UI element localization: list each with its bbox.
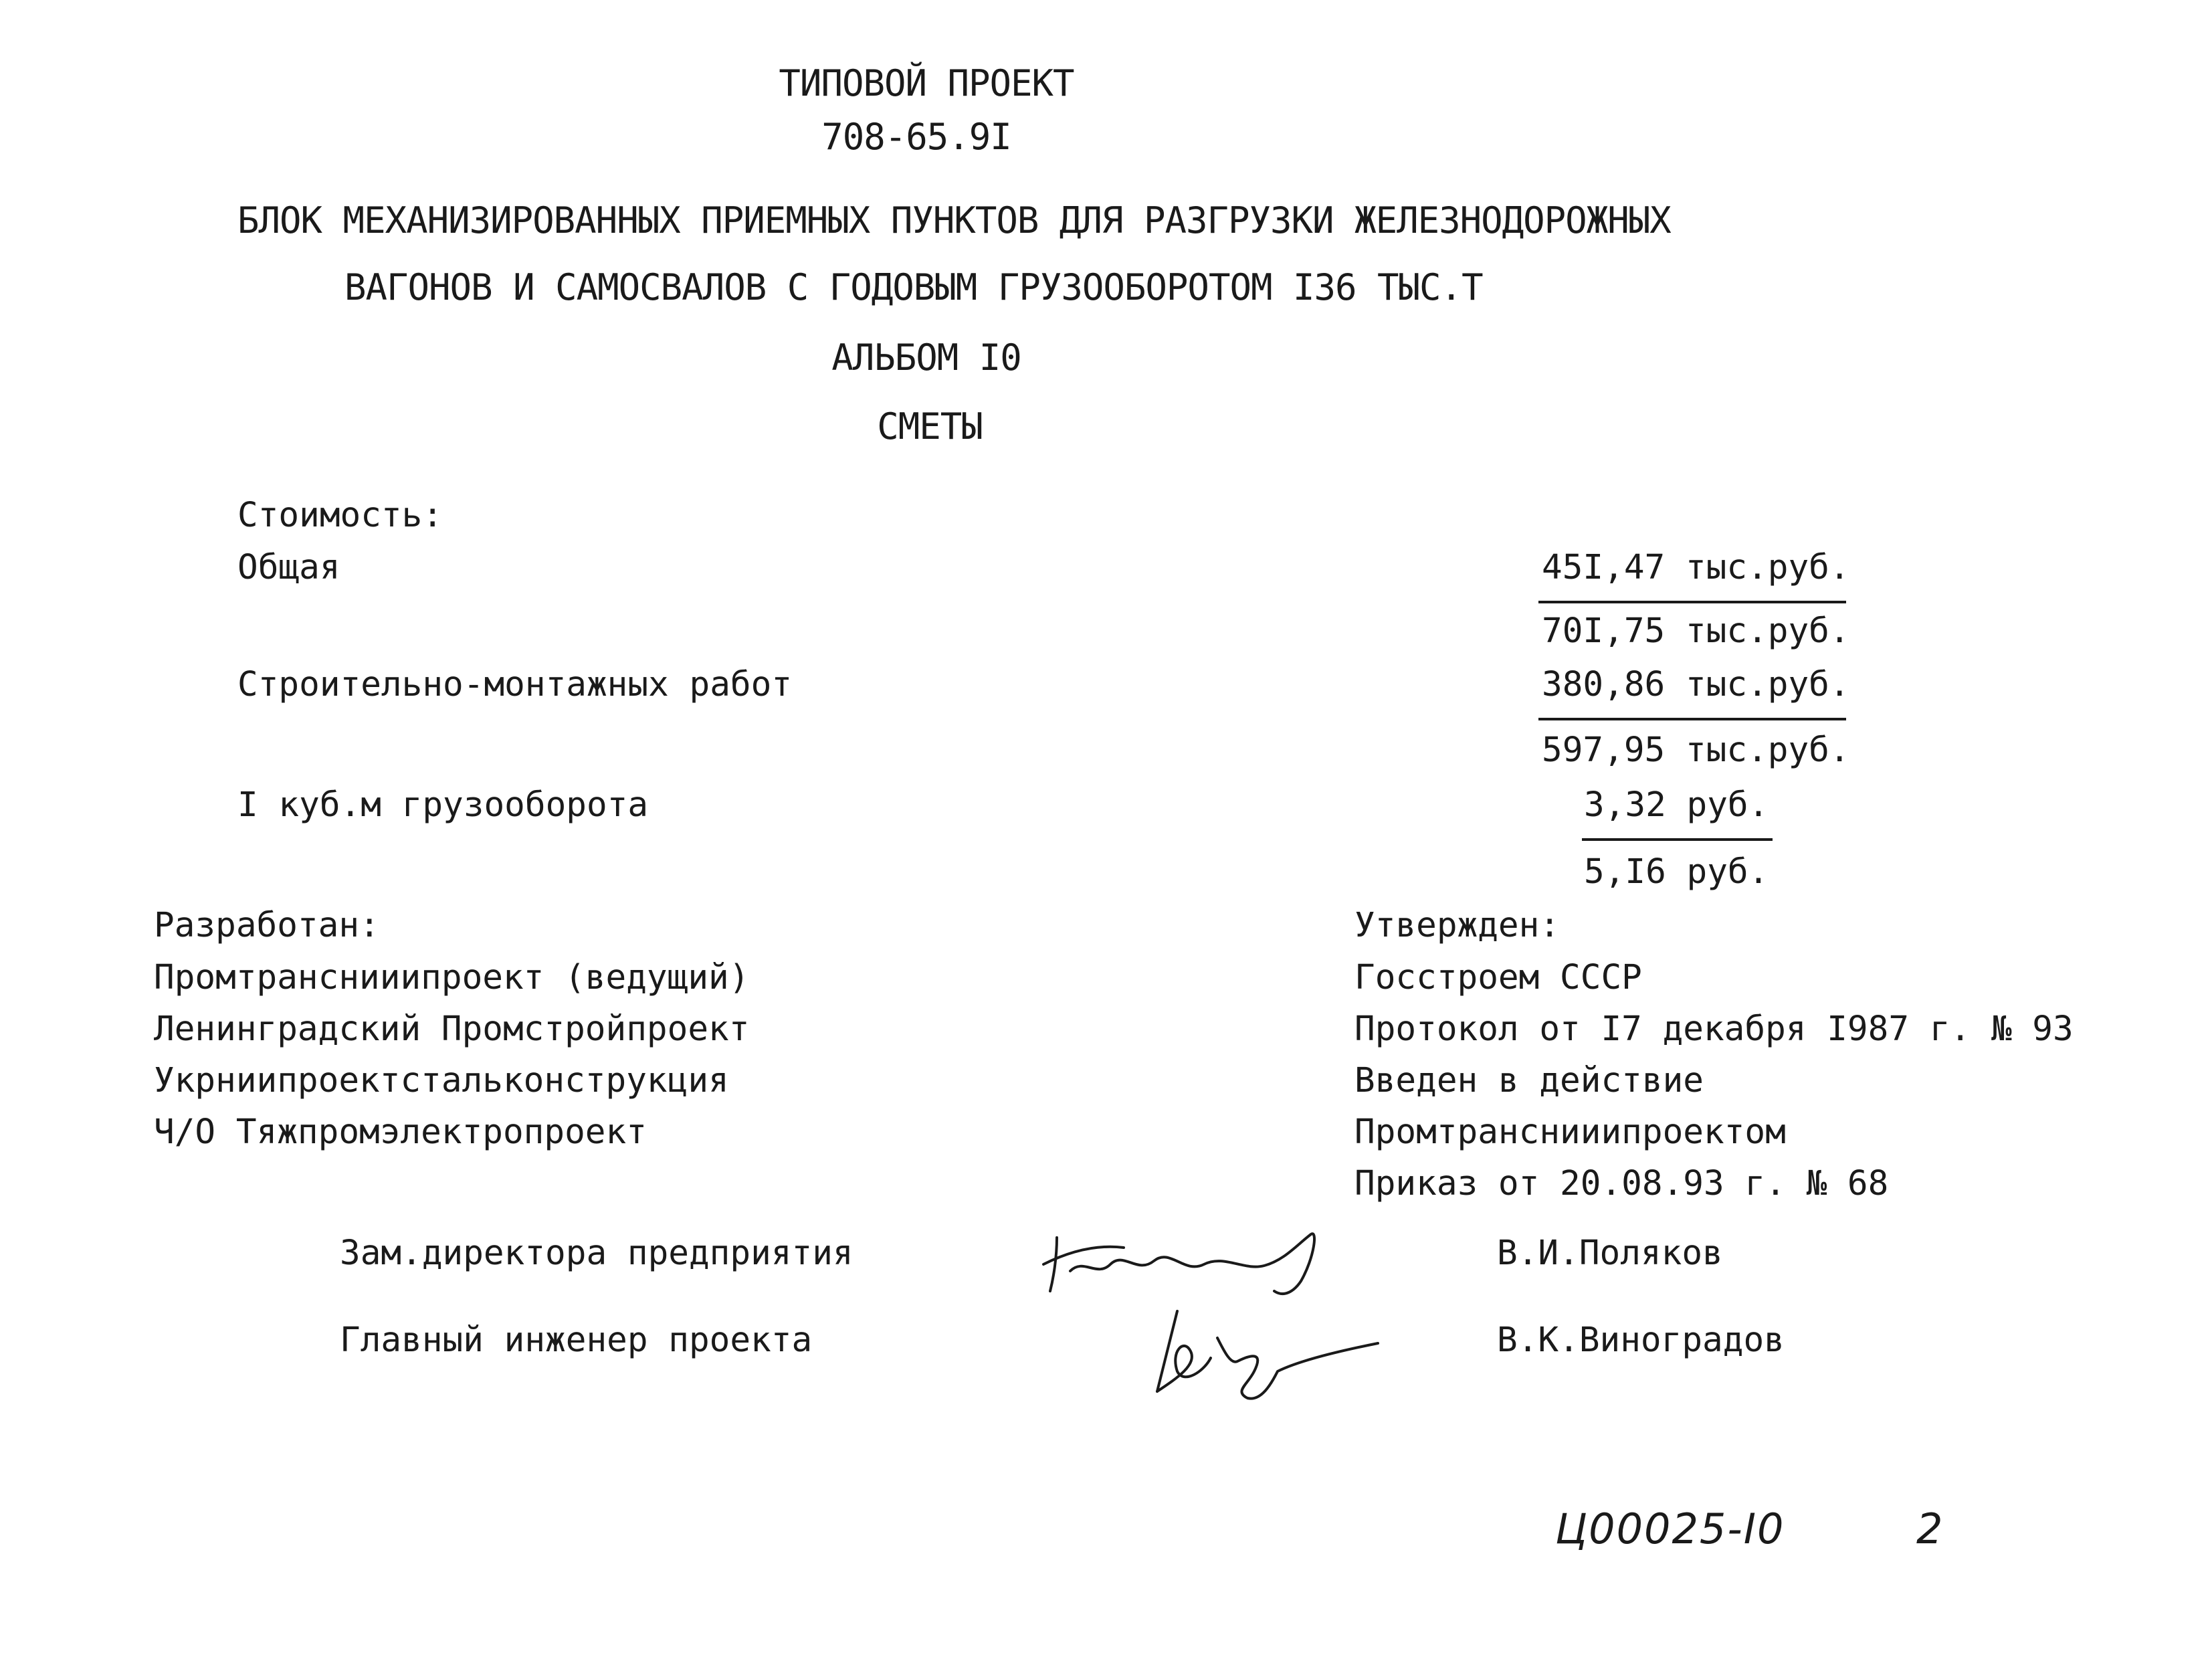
approval-line: Протокол от I7 декабря I987 г. № 93: [1354, 1009, 2074, 1049]
project-type-heading: ТИПОВОЙ ПРОЕКТ: [779, 62, 1074, 104]
approval-line: Госстроем СССР: [1354, 958, 1642, 997]
cost-label-unit: I куб.м грузооборота: [237, 785, 649, 825]
approved-heading: Утвержден:: [1354, 906, 1561, 945]
cost-total-lower: 70I,75 тыс.руб.: [1542, 611, 1850, 651]
page-number: 2: [1916, 1504, 1944, 1553]
fraction-rule: [1582, 838, 1773, 841]
signatory-name-deputy-director: В.И.Поляков: [1497, 1234, 1723, 1273]
document-code: Ц00025-I0: [1555, 1504, 1785, 1553]
fraction-rule: [1538, 601, 1846, 603]
cost-heading: Стоимость:: [237, 496, 443, 535]
signatory-name-chief-engineer: В.К.Виноградов: [1497, 1321, 1785, 1360]
approval-line: Введен в действие: [1354, 1061, 1704, 1100]
approval-line: Промтранснииипроектом: [1354, 1112, 1786, 1152]
developer-org: Промтранснииипроект (ведущий): [154, 958, 750, 997]
cost-construction-lower: 597,95 тыс.руб.: [1542, 730, 1850, 770]
cost-unit-lower: 5,I6 руб.: [1584, 852, 1769, 892]
developer-org: Укрниипроектстальконструкция: [154, 1061, 729, 1100]
cost-unit-upper: 3,32 руб.: [1584, 785, 1769, 825]
title-line-2: ВАГОНОВ И САМОСВАЛОВ С ГОДОВЫМ ГРУЗООБОРОТОМ I36 ТЫС.Т: [344, 266, 1483, 308]
signature-mark: [1030, 1217, 1378, 1298]
signature-role-deputy-director: Зам.директора предприятия: [340, 1234, 853, 1273]
document-subtitle: СМЕТЫ: [877, 405, 983, 448]
approval-line: Приказ от 20.08.93 г. № 68: [1354, 1164, 1889, 1203]
developer-org: Ч/О Тяжпромэлектропроект: [154, 1112, 647, 1152]
signature-role-chief-engineer: Главный инженер проекта: [340, 1321, 813, 1360]
developed-heading: Разработан:: [154, 906, 380, 945]
fraction-rule: [1538, 718, 1846, 720]
developer-org: Ленинградский Промстройпроект: [154, 1009, 750, 1049]
cost-label-total: Общая: [237, 548, 340, 587]
album-heading: АЛЬБОМ I0: [831, 336, 1021, 379]
cost-construction-upper: 380,86 тыс.руб.: [1542, 665, 1850, 704]
cost-total-upper: 45I,47 тыс.руб.: [1542, 548, 1850, 587]
cost-label-construction: Строительно-монтажных работ: [237, 665, 793, 704]
signature-mark: [1137, 1298, 1391, 1405]
title-line-1: БЛОК МЕХАНИЗИРОВАННЫХ ПРИЕМНЫХ ПУНКТОВ ДЛЯ РАЗГРУЗКИ ЖЕЛЕЗНОДОРОЖНЫХ: [237, 199, 1671, 241]
project-number: 708-65.9I: [821, 116, 1011, 158]
